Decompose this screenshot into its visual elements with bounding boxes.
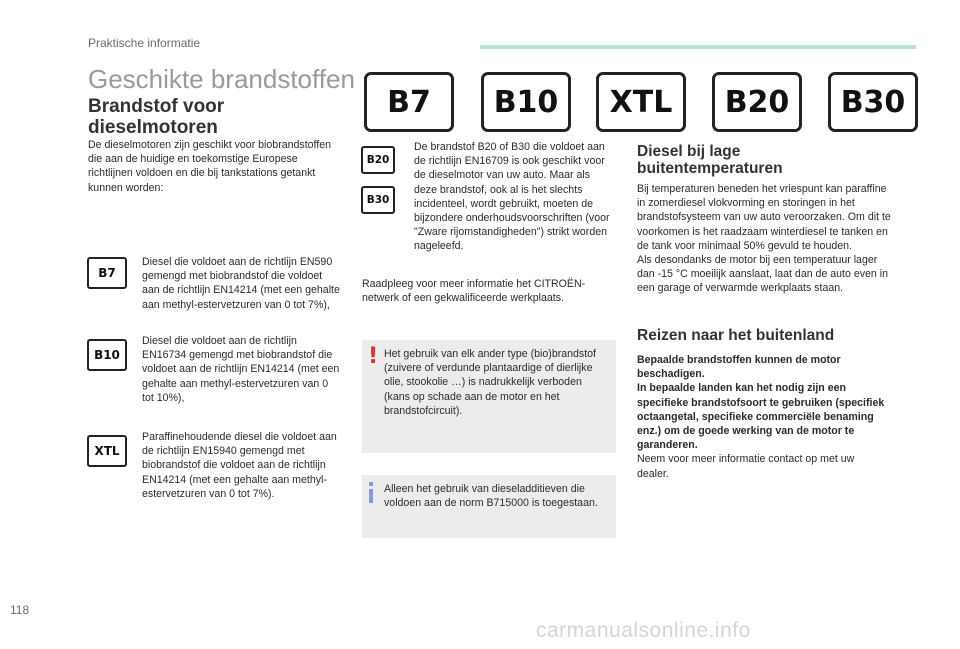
fuel-label-b7: B7 xyxy=(87,257,127,289)
abroad-text xyxy=(637,353,887,481)
fuel-description-b7: Diesel die voldoet aan de richtlijn EN590 gemengd met biobrandstof die voldoet aan de richtlijn EN14214 (met een gehalte aan methyl-estervetzuren van 0 tot 7%), xyxy=(142,256,340,311)
consult-text: Raadpleeg voor meer informatie het CITROËN-netwerk of een gekwalificeerde werkplaats. xyxy=(362,278,586,305)
cold-text xyxy=(637,182,897,296)
page-number: 118 xyxy=(10,603,30,617)
info-icon-bar xyxy=(369,489,373,503)
fuel-label-xtl: XTL xyxy=(87,435,127,467)
abroad-bold-2: In bepaalde landen kan het nodig zijn een specifieke brandstofsoort te gebruiken (specifiek octaangetal, specifieke commerciële benaming enz.) om de goede werking van de motor te garanderen. xyxy=(637,382,885,452)
fuel-label-b30-large: B30 xyxy=(828,72,918,132)
info-text: Alleen het gebruik van dieseladditieven die voldoen aan de norm B715000 is toegestaan. xyxy=(384,483,598,510)
fuel-label-b7-large: B7 xyxy=(364,72,454,132)
abroad-heading: Reizen naar het buitenland xyxy=(637,327,835,344)
section-title: Praktische informatie xyxy=(88,36,201,50)
fuel-description-b10: Diesel die voldoet aan de richtlijn EN16734 gemengd met biobrandstof die voldoet aan de richtlijn EN14214 (met een gehalte aan methyl-estervetzuren van 0 tot 10%), xyxy=(142,335,340,404)
fuel-label-xtl-large: XTL xyxy=(596,72,686,132)
header-accent-bar xyxy=(480,45,916,49)
abroad-bold-1: Bepaalde brandstoffen kunnen de motor beschadigen. xyxy=(637,354,841,381)
warning-text: Het gebruik van elk ander type (bio)brandstof (zuivere of verdunde plantaardige of dierlijke olie, stookolie …) is nadrukkelijk verboden (kans op schade aan de motor en het brandstofcircuit). xyxy=(384,348,596,417)
fuel-label-b30: B30 xyxy=(361,186,395,214)
fuel-label-b20-large: B20 xyxy=(712,72,802,132)
fuel-description-xtl: Paraffinehoudende diesel die voldoet aan de richtlijn EN15940 gemengd met biobrandstof die voldoet aan de richtlijn EN14214 (met een gehalte aan methyl-estervetzuren van 0 tot 7%). xyxy=(142,431,337,500)
fuel-label-b10-large: B10 xyxy=(481,72,571,132)
page-title: Geschikte brandstoffen xyxy=(88,64,355,94)
fuel-label-b20: B20 xyxy=(361,146,395,174)
warning-icon: ! xyxy=(368,344,379,369)
cold-heading: Diesel bij lage buitentemperaturen xyxy=(637,143,783,177)
info-icon xyxy=(369,482,373,486)
diesel-heading: Brandstof voor dieselmotoren xyxy=(88,96,225,138)
fuel-label-b10: B10 xyxy=(87,339,127,371)
diesel-intro: De dieselmotoren zijn geschikt voor biobrandstoffen die aan de huidige en toekomstige Europese richtlijnen voldoen en die bij tankstations getankt kunnen worden: xyxy=(88,139,332,194)
cold-paragraph-2: Als desondanks de motor bij een temperatuur lager dan -15 °C moeilijk aanslaat, laat dan de auto even in een garage of verwarmde werkplaats staan. xyxy=(637,254,888,295)
abroad-paragraph: Neem voor meer informatie contact op met uw dealer. xyxy=(637,453,855,480)
watermark: carmanualsonline.info xyxy=(536,619,751,642)
b20-b30-description: De brandstof B20 of B30 die voldoet aan de richtlijn EN16709 is ook geschikt voor de dieselmotor van uw auto. Maar als deze brandstof, ook al is het slechts incidenteel, wordt gebruikt, moeten de bijzondere onderhoudsvoorschriften (voor "Zware rijomstandigheden") strikt worden nageleefd. xyxy=(414,141,610,253)
cold-paragraph-1: Bij temperaturen beneden het vriespunt kan paraffine in zomerdiesel vlokvorming en storingen in het brandstofsysteem van uw auto veroorzaken. Om dit te voorkomen is het raadzaam winterdiesel te tanken en de tank voor minimaal 50% gevuld te houden. xyxy=(637,183,891,252)
